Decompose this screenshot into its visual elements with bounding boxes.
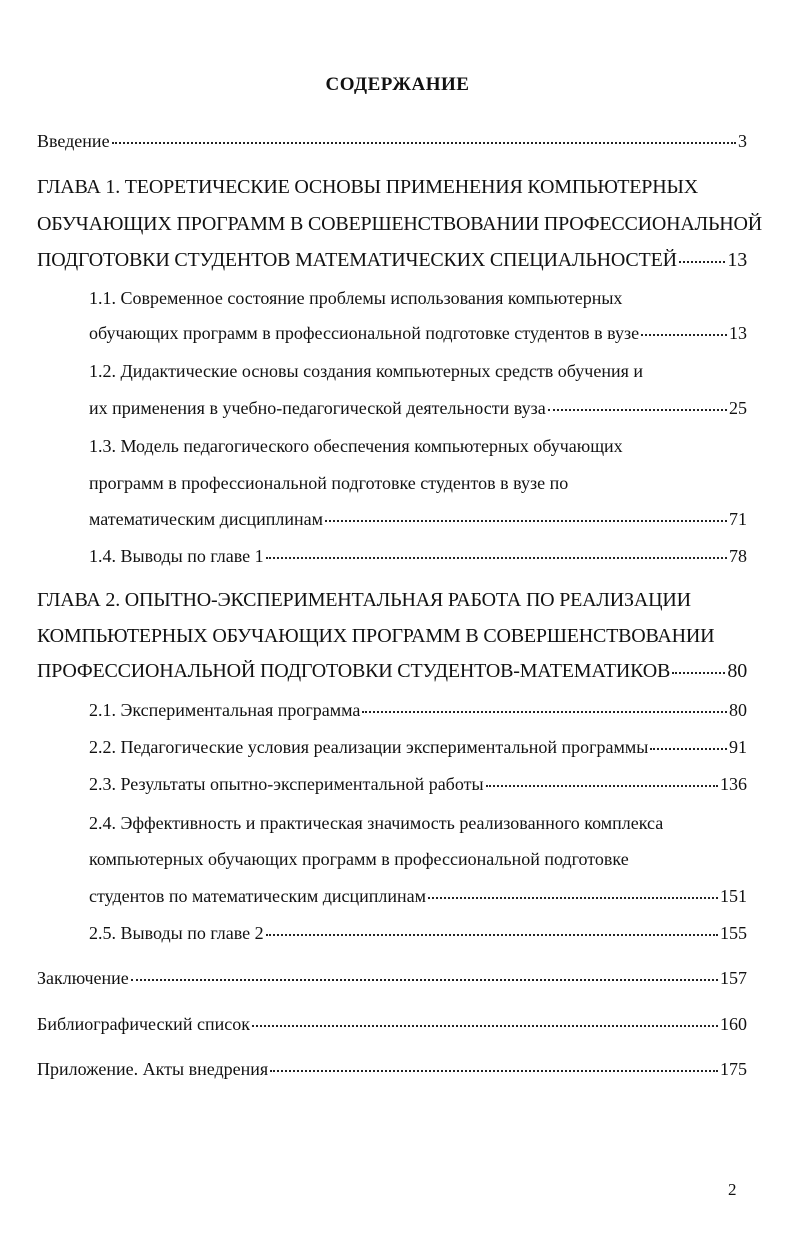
dot-leader (112, 141, 736, 144)
dot-leader (486, 784, 718, 787)
toc-page-number: 136 (720, 774, 747, 794)
dot-leader (131, 978, 718, 981)
dot-leader (252, 1024, 718, 1027)
section-2-3-text: 2.3. Результаты опытно-экспериментальной работы (89, 774, 484, 794)
chapter2-title-line3: ПРОФЕССИОНАЛЬНОЙ ПОДГОТОВКИ СТУДЕНТОВ-МАТЕМАТИКОВ (37, 660, 671, 682)
section-1-1-line1: 1.1. Современное состояние проблемы использования компьютерных (89, 288, 623, 308)
chapter2-title-line1: ГЛАВА 2. ОПЫТНО-ЭКСПЕРИМЕНТАЛЬНАЯ РАБОТА ПО РЕАЛИЗАЦИИ (37, 589, 691, 611)
toc-entry-chapter1[interactable] (37, 249, 747, 271)
toc-entry-bibliography[interactable] (37, 1013, 747, 1035)
toc-page-number: 157 (720, 968, 747, 988)
toc-page-number: 13 (727, 249, 747, 271)
dot-leader (428, 896, 718, 899)
dot-leader (641, 333, 727, 336)
dot-leader (266, 933, 718, 936)
dot-leader (650, 747, 727, 750)
dot-leader (362, 710, 727, 713)
toc-entry-text: Заключение (37, 968, 129, 988)
toc-entry-section-2-3[interactable] (89, 773, 747, 795)
toc-page-number: 160 (720, 1014, 747, 1034)
toc-entry-section-1-2[interactable] (89, 397, 747, 419)
toc-entry-section-2-1[interactable] (89, 699, 747, 721)
toc-entry-intro[interactable] (37, 130, 747, 152)
toc-page-number: 3 (738, 131, 747, 151)
toc-page-number: 80 (727, 660, 747, 682)
toc-entry-chapter2[interactable] (37, 660, 747, 682)
toc-entry-text: Приложение. Акты внедрения (37, 1059, 269, 1079)
toc-page-number: 71 (729, 509, 747, 529)
chapter1-title-line2: ОБУЧАЮЩИХ ПРОГРАММ В СОВЕРШЕНСТВОВАНИИ ПРОФЕССИОНАЛЬНОЙ (37, 213, 763, 235)
page-number: 2 (728, 1180, 737, 1199)
section-1-3-line1: 1.3. Модель педагогического обеспечения компьютерных обучающих (89, 436, 623, 456)
dot-leader (270, 1069, 718, 1072)
toc-entry-section-2-2[interactable] (89, 736, 747, 758)
section-2-4-line3: студентов по математическим дисциплинам (89, 886, 427, 906)
section-1-3-line2: программ в профессиональной подготовке студентов в вузе по (89, 473, 569, 493)
toc-entry-section-1-3[interactable] (89, 508, 747, 530)
section-1-4-text: 1.4. Выводы по главе 1 (89, 546, 264, 566)
toc-entry-conclusion[interactable] (37, 967, 747, 989)
chapter1-title-line3: ПОДГОТОВКИ СТУДЕНТОВ МАТЕМАТИЧЕСКИХ СПЕЦИАЛЬНОСТЕЙ (37, 249, 677, 271)
dot-leader (325, 519, 727, 522)
section-1-1-line2: обучающих программ в профессиональной подготовке студентов в вузе (89, 323, 640, 343)
section-2-1-text: 2.1. Экспериментальная программа (89, 700, 361, 720)
page-title: СОДЕРЖАНИЕ (325, 74, 470, 95)
dot-leader (548, 408, 727, 411)
toc-page-number: 78 (729, 546, 747, 566)
dot-leader (672, 671, 725, 674)
toc-entry-text: Введение (37, 131, 110, 151)
toc-entry-section-2-5[interactable] (89, 922, 747, 944)
toc-entry-section-1-4[interactable] (89, 545, 747, 567)
section-1-2-line2: их применения в учебно-педагогической деятельности вуза (89, 398, 546, 418)
toc-entry-appendix[interactable] (37, 1058, 747, 1080)
toc-page-number: 25 (729, 398, 747, 418)
toc-entry-section-1-1[interactable] (89, 322, 747, 344)
toc-page-number: 13 (729, 323, 747, 343)
toc-page-number: 91 (729, 737, 747, 757)
toc-entry-section-2-4[interactable] (89, 885, 747, 907)
section-2-2-text: 2.2. Педагогические условия реализации экспериментальной программы (89, 737, 649, 757)
toc-entry-text: Библиографический список (37, 1014, 250, 1034)
section-2-5-text: 2.5. Выводы по главе 2 (89, 923, 264, 943)
dot-leader (266, 556, 727, 559)
section-2-4-line1: 2.4. Эффективность и практическая значимость реализованного комплекса (89, 813, 664, 833)
section-2-4-line2: компьютерных обучающих программ в профессиональной подготовке (89, 849, 629, 869)
toc-page-number: 151 (720, 886, 747, 906)
toc-page-number: 80 (729, 700, 747, 720)
toc-page-number: 155 (720, 923, 747, 943)
chapter2-title-line2: КОМПЬЮТЕРНЫХ ОБУЧАЮЩИХ ПРОГРАММ В СОВЕРШЕНСТВОВАНИИ (37, 625, 715, 647)
chapter1-title-line1: ГЛАВА 1. ТЕОРЕТИЧЕСКИЕ ОСНОВЫ ПРИМЕНЕНИЯ КОМПЬЮТЕРНЫХ (37, 176, 698, 198)
toc-page-number: 175 (720, 1059, 747, 1079)
dot-leader (679, 260, 726, 263)
section-1-3-line3: математическим дисциплинам (89, 509, 323, 529)
section-1-2-line1: 1.2. Дидактические основы создания компьютерных средств обучения и (89, 361, 644, 381)
